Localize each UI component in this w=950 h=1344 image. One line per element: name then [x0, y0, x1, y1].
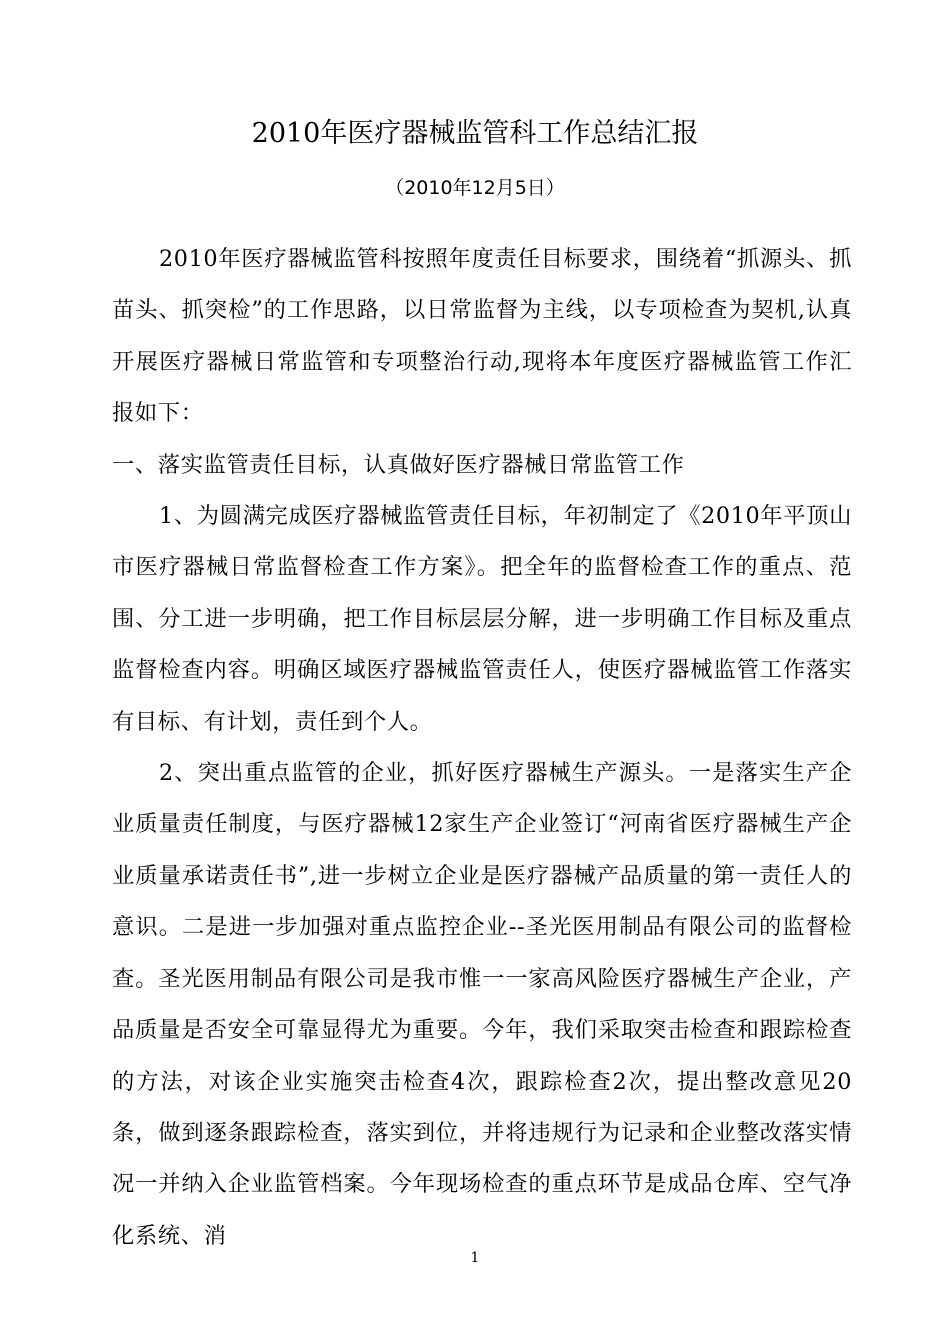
page-number: 1	[470, 1250, 480, 1266]
document-body	[112, 234, 852, 1262]
item-paragraph-2: 2、突出重点监管的企业，抓好医疗器械生产源头。一是落实生产企业质量责任制度，与医疗器械12家生产企业签订“河南省医疗器械生产企业质量承诺责任书”,进一步树立企业是医疗器械产品质量的第一责任人的意识。二是进一步加强对重点监控企业--圣光医用制品有限公司的监督检查。圣光医用制品有限公司是我市惟一一家高风险医疗器械生产企业，产品质量是否安全可靠显得尤为重要。今年，我们采取突击检查和跟踪检查的方法，对该企业实施突击检查4次，跟踪检查2次，提出整改意见20条，做到逐条跟踪检查，落实到位，并将违规行为记录和企业整改落实情况一并纳入企业监管档案。今年现场检查的重点环节是成品仓库、空气净化系统、消	[112, 760, 852, 1249]
document-title: 2010年医疗器械监管科工作总结汇报	[251, 118, 699, 149]
intro-paragraph: 2010年医疗器械监管科按照年度责任目标要求，围绕着“抓源头、抓苗头、抓突检”的工作思路，以日常监督为主线，以专项检查为契机,认真开展医疗器械日常监管和专项整治行动,现将本年度医疗器械监管工作汇报如下：	[112, 246, 852, 427]
document-date: （2010年12月5日）	[385, 177, 565, 199]
section-heading: 一、落实监管责任目标，认真做好医疗器械日常监管工作	[112, 451, 685, 478]
item-paragraph-1: 1、为圆满完成医疗器械监管责任目标，年初制定了《2010年平顶山市医疗器械日常监督检查工作方案》。把全年的监督检查工作的重点、范围、分工进一步明确，把工作目标层层分解，进一步明确工作目标及重点监督检查内容。明确区域医疗器械监管责任人，使医疗器械监管工作落实有目标、有计划，责任到个人。	[112, 503, 852, 735]
